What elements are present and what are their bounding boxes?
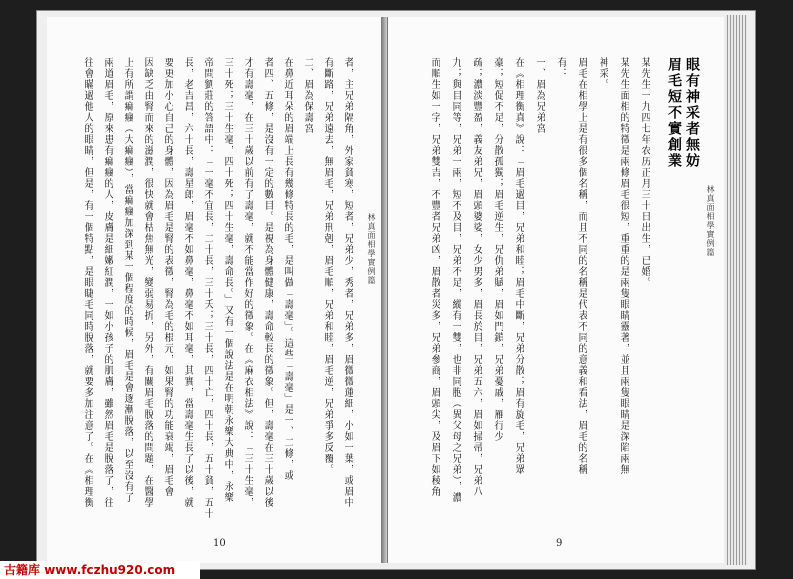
left-page-text: [77, 57, 357, 527]
left-running-header: 林真面相學實例篇: [367, 213, 376, 285]
left-page: [47, 17, 385, 563]
text-column: 一、眉為兄弟宮: [534, 57, 545, 134]
open-book: [36, 10, 756, 570]
article-title-line-2: 眼有神采者無妨: [684, 57, 700, 169]
text-column: 眉毛在相學上是有很多個名稱，而且不同的名稱是代表不同的意義和看法，眉毛的名稱: [576, 57, 587, 475]
text-column: 因缺乏由腎而來的滋潤，很快就會枯焦無光，變弱易折，另外，有關眉毛脫落的問題，在醫學: [142, 57, 153, 508]
right-page-text: [408, 57, 708, 527]
page-edges: [725, 15, 747, 565]
text-column: 要更加小心自己的身體，因為眉毛是腎的表徵，腎為毛的根元，如果腎的功能衰竭，眉毛會: [162, 57, 173, 497]
text-column: 才有壽毫，在三十歲以前有了壽毫，就不能當作好的徵象。在《麻衣相法》說：「三十生毫，: [242, 57, 253, 508]
text-column: 在《相理衡真》說：「眉毛過目，兄弟和睦；眉毛中斷，兄弟分散；眉有旋毛，兄弟眾: [513, 57, 524, 475]
text-column: 而順生如一字，兄弟雙吉，不豐者兄弟凶，眉散者災多，兄弟參商，眉頭尖，及眉下如稜角: [429, 57, 440, 497]
text-column: 有斷路，兄弟遠去，無眉毛，兄弟刑剋，眉毛順，兄弟和睦，眉毛逆，兄弟爭多反覆。: [322, 57, 333, 475]
text-column: 者四、五條，是沒有一定的數目。是視為身體健康，壽命較長的徵象。但，壽毫在三十歲以後: [262, 57, 273, 508]
text-column: 某先生面相的特徵是兩條眉毛很短，重重的是兩隻眼睛靈著，並且兩隻眼睛是深陷兩無: [618, 57, 629, 475]
article-title-line-1: 眉毛短不實創業: [666, 57, 682, 169]
site-watermark[interactable]: [0, 561, 200, 579]
text-column: 往會瞞過他人的眼睛，但是，有一個特點，是眼睫毛同時脫落，就要多加注意了。在《相理衡: [82, 57, 93, 508]
watermark-url: www.fczhu920.com: [44, 563, 176, 577]
text-column: 上有所謂痲瘋（大痲瘋），當痲瘋加深到某一個程度的時候，眉毛是會逐漸脫落，以至沒有了: [122, 57, 133, 503]
text-column: 者，主兄弟隔角，外家貧寒，短者，兄弟少，秀者，兄弟多，眉微微蓮細，小如一葉，或眉中: [342, 57, 353, 508]
text-column: 長，老吉昌，六十長，壽星郎，眉毫不如鼻毫，鼻毫不如耳毫，其實，當壽毫生長了以後，就: [182, 57, 193, 508]
text-column: 豪；短促不足，分散孤獨；眉毛逆生，兄仇弟賦，眉如門鎖，兄弟憂戚，雁行少: [492, 57, 503, 442]
text-column: 在鼻近耳朵的眉端上長有幾條特長的毛，是叫做「壽毫」。這些「壽毫」是一、二條，或: [282, 57, 293, 481]
text-column: 三十死；三十生毫，四十死；四十生毫，壽命長。」又有一個說法是在明朝永樂大典中，永樂: [222, 57, 233, 503]
text-column: 兩道眉毛，原來患有痲瘋的人，皮膚是細嫩紅潤，一如小孩子的肌膚，雖然眉毛是脫落了，往: [102, 57, 113, 508]
text-column: 二、眉為保壽宮: [302, 57, 313, 134]
watermark-site-name: 古籍库: [4, 563, 41, 577]
text-column: 有：: [555, 57, 566, 79]
text-column: 疏；濃淡豐盈，義友弟兄，眉頭婆娑，女少男多，眉長於目，兄弟五六，眉如掃帚，兄弟八: [471, 57, 482, 497]
right-running-header: 林真面相學實例篇: [706, 185, 715, 257]
text-column: 神采。: [597, 57, 608, 90]
left-page-number: 10: [213, 538, 226, 549]
right-page-number: 9: [556, 538, 563, 549]
right-page: [387, 17, 724, 563]
text-column: 九；與目同等，兄弟一兩，短不及目，兄弟不足，縱有一雙，也非同胞（異父母之兄弟），濃: [450, 57, 461, 503]
text-column: 帝問劉莊的答語中：「一毫不宜長，二十長，三十夭；三十長，四十亡，四十長，五十貧，五十: [202, 57, 213, 519]
text-column: 某先生一九四七年农历正月三十日出生，已婚。: [639, 57, 650, 288]
